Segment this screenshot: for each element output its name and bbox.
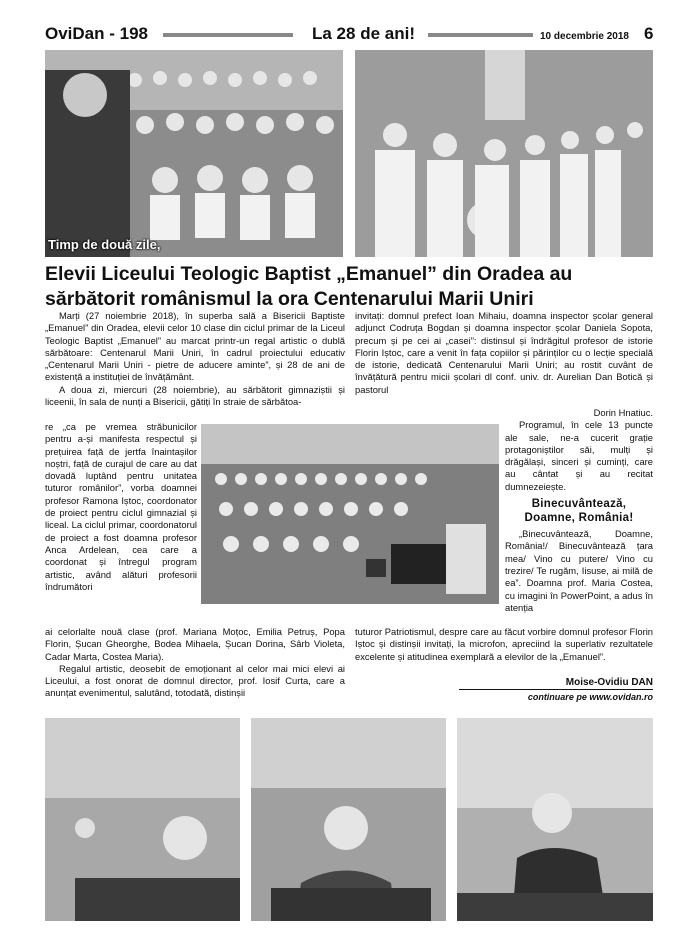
article-col1-bottom — [45, 626, 345, 700]
article-paragraph: re „ca pe vremea străbunicilor pentru a-și manifesta respectul și prețuirea față de jertfa înaintașilor noștri, față de curajul de care au dat dovadă luptând pentru unitatea tuturor românilor”, vorba doamnei profesor Ramona Iștoc, coordonator de proiect pentru ciclul gimnazial și liceal. La ciclul primar, coordonatorul de proiect a fost doamna profesor Anca Ardelean, cea care a coordonat și întregul program artistic, având alături profesorii îndrumători — [45, 421, 197, 592]
photo-choir-primary — [45, 50, 343, 257]
photo-speaker-teacher — [251, 718, 446, 921]
article-paragraph: ai celorlalte nouă clase (prof. Mariana Moțoc, Emilia Petruș, Popa Florin, Șucan Gheorghe, Bodea Mihaela, Șucan Dorina, Sârb Violeta, Cadar Marta, Costea Maria). — [45, 626, 345, 662]
continuation-link: continuare pe www.ovidan.ro — [527, 692, 653, 702]
article-paragraph: Marți (27 noiembrie 2018), în superba sală a Bisericii Baptiste „Emanuel” din Oradea, elevii celor 10 clase din ciclul primar de la Liceul Teologic Baptist „Emanuel” au marcat printr-un regal artistic o dublă sărbătoare: Centenarul Marii Uniri, în cadrul proiectului educativ „Centenarul Marii Uniri - pietre de aducere aminte”, și 28 de ani de existență a instituției de învățământ. — [45, 310, 345, 383]
author-rule — [459, 689, 653, 690]
article-col2-top — [355, 310, 653, 396]
article-line: Dorin Hnatiuc. — [593, 407, 653, 418]
article-col2-wrap — [505, 407, 653, 614]
article-paragraph: Programul, în cele 13 puncte ale sale, ne-a cucerit grație protagoniștilor săi, mulți și drăgălași, sinceri și cuminți, care au cântat și au recitat dumnezeiește. — [505, 419, 653, 492]
article-headline: Elevii Liceului Teologic Baptist „Emanuel” din Oradea au sărbătorit românismul la ora Centenarului Marii Uniri — [45, 263, 573, 310]
article-col1-wrap — [45, 421, 197, 593]
photo-speaker-director — [45, 718, 240, 921]
issue-date: 10 decembrie 2018 — [540, 31, 629, 42]
article-col2-bottom — [355, 626, 653, 663]
article-paragraph: tuturor Patriotismul, despre care au făcut vorbire domnul profesor Florin Iștoc și distinșii invitați, la microfon, apreciind la superlativ rezultatele excelente și atitudinea exemplară a elevilor de la „Emanuel”. — [355, 626, 653, 662]
photo-speaker-professor — [457, 718, 653, 921]
photo-caption: Timp de două zile, — [48, 237, 161, 252]
header-rule-right — [428, 33, 533, 37]
article-paragraph: „Binecuvântează, Doamne, România!/ Binecuvântează țara mea/ Vino cu putere/ Vino cu trezire/ Te rugăm, Iisuse, ai milă de ea”. Doamna prof. Maria Costea, cu imagini în PowerPoint, a adus în atenția — [505, 528, 653, 613]
publication-issue: OviDan - 198 — [45, 24, 148, 43]
article-author: Moise-Ovidiu DAN — [565, 677, 653, 688]
section-title: La 28 de ani! — [312, 24, 415, 43]
article-paragraph: invitați: domnul prefect Ioan Mihaiu, doamna inspector școlar general adjunct Codruța Bogdan și doamna inspector școlar Daniela Sopota, precum și pe cei ai „casei”: distinsul și îndrăgitul profesor de istorie Florin Iștoc, care a venit în fața copiilor și părinților cu o lecție specială de istorie, dedicată Centenarului Marii Uniri; au rostit cuvânt de învățătură pentru micii școlari dl conf. univ. dr. Aurelian Dan Botică și pastorul — [355, 310, 653, 395]
article-paragraph: Regalul artistic, deosebit de emoționant al celor mai mici elevi ai Liceului, a fost onorat de domnul director, prof. Iosif Curta, care a anunțat evenimentul, salutând, totodată, distinșii — [45, 662, 345, 699]
article-paragraph: A doua zi, miercuri (28 noiembrie), au sărbătorit gimnaziștii și liceenii, în sala de nunți a Bisericii, gătiți în straie de sărbătoa- — [45, 383, 345, 408]
photo-stage-performance — [201, 424, 499, 604]
subheading: Binecuvântează, Doamne, România! — [524, 498, 634, 525]
header-rule-left — [163, 33, 293, 37]
photo-choir-students — [355, 50, 653, 257]
page-number: 6 — [644, 24, 654, 43]
article-col1-top — [45, 310, 345, 408]
